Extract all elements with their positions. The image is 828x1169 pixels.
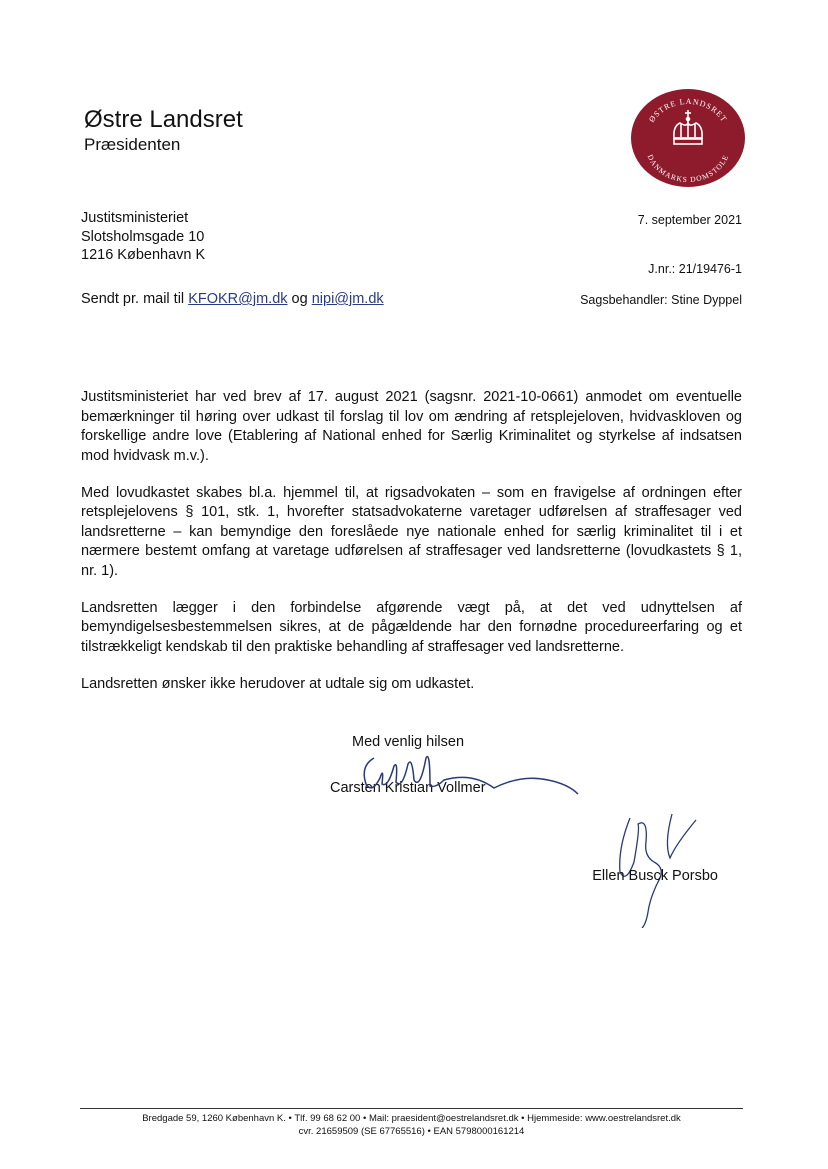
footer-contact: Bredgade 59, 1260 København K. • Tlf. 99 68 62 00 • Mail: praesident@oestrelandsret.dk • Hjemmeside: www.oestrelandsret.dk [142,1113,681,1124]
body-paragraph: Med lovudkastet skabes bl.a. hjemmel til, at rigsadvokaten – som en fravigelse af ordningen efter retsplejelovens § 101, stk. 1, hvorefter statsadvokaterne varetager udførelsen af straffesager ved landsretterne – kan bemyndige den foreslåede nye nationale enhed for særlig kriminalitet til i et nærmere bestemt omfang at varetage udførelsen af straffesager ved landsretterne (lovudkastets § 1, nr. 1). [81,484,742,579]
case-handler: Sagsbehandler: Stine Dyppel [580,293,742,307]
recipient-line: Slotsholmsgade 10 [81,228,205,245]
footer [80,1112,743,1138]
body-paragraph: Landsretten ønsker ikke herudover at udtale sig om udkastet. [81,675,475,692]
closing-greeting: Med venlig hilsen [352,734,465,750]
recipient-line: 1216 København K [81,247,206,263]
signer-name-2: Ellen Busck Porsbo [592,868,718,884]
sent-by-mail-line [81,291,384,307]
court-subtitle: Præsidenten [84,135,181,154]
letter-date: 7. september 2021 [637,213,742,227]
sent-prefix: Sendt pr. mail til [81,291,185,307]
sent-connector: og [291,291,308,307]
email-link-kfokr[interactable]: KFOKR@jm.dk [188,291,288,307]
recipient-line: Justitsministeriet [81,210,189,226]
footer-registration: cvr. 21659509 (SE 67765516) • EAN 5798000161214 [298,1126,525,1137]
footer-divider [80,1108,743,1109]
signature-1 [322,744,584,804]
signer-name-1: Carsten Kristian Vollmer [330,780,486,796]
court-seal [630,88,746,188]
seal-top-text: ØSTRE LANDSRET [647,96,729,124]
journal-number: J.nr.: 21/19476-1 [648,262,742,276]
letter-body [81,388,742,712]
body-paragraph: Justitsministeriet har ved brev af 17. august 2021 (sagsnr. 2021-10-0661) anmodet om eventuelle bemærkninger til høring over udkast til forslag til lov om ændring af retsplejeloven, hvidvaskloven og forskellige andre love (Etablering af National enhed for Særlig Kriminalitet og styrkelse af indsatsen mod hvidvask m.v.). [81,389,742,464]
email-link-nipi[interactable]: nipi@jm.dk [311,291,384,307]
body-paragraph: Landsretten lægger i den forbindelse afgørende vægt på, at det ved udnyttelsen af bemyndigelsesbestemmelsen sikres, at de pågældende har den fornødne procedureerfaring og et tilstrækkeligt kendskab til den praktiske behandling af straffesager ved landsretterne. [81,599,742,655]
seal-bottom-text: DANMARKS DOMSTOLE [645,153,731,185]
recipient-address [81,209,205,265]
court-name: Østre Landsret [84,106,243,133]
